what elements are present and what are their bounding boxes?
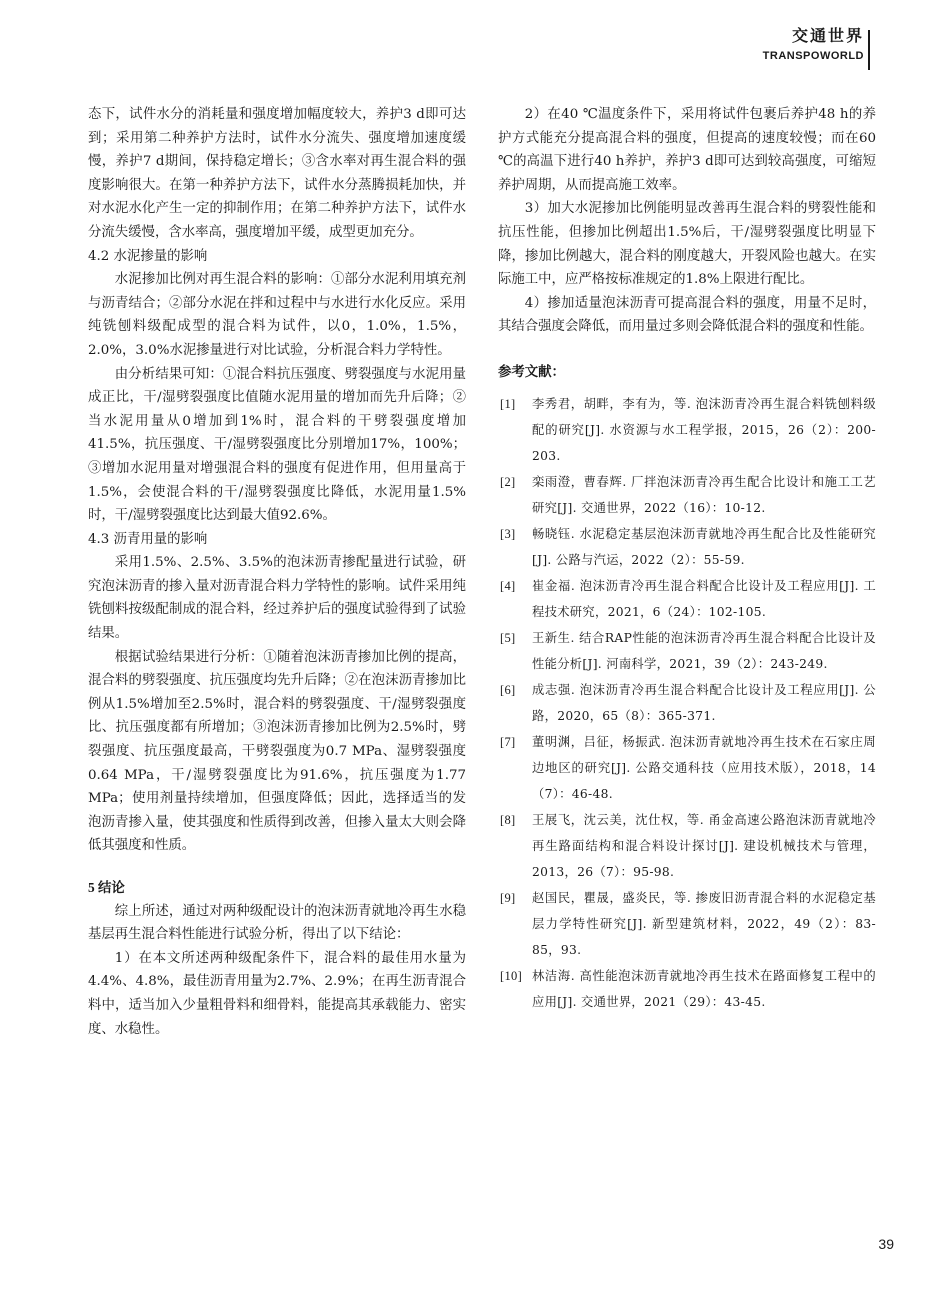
paragraph: 采用1.5%、2.5%、3.5%的泡沫沥青掺配量进行试验，研究泡沫沥青的掺入量对沥青混合料力学特性的影响。试件采用纯铣刨料按级配制成的混合料，经过养护后的强度试验得到了试验结果。 xyxy=(88,555,466,642)
paragraph: 根据试验结果进行分析：①随着泡沫沥青掺加比例的提高，混合料的劈裂强度、抗压强度均先升后降；②在泡沫沥青掺加比例从1.5%增加至2.5%时，混合料的劈裂强度、干/湿劈裂强度比、抗压强度都有所增加；③泡沫沥青掺加比例为2.5%时，劈裂强度、抗压强度最高，干劈裂强度为0.7 MPa、湿劈裂强度0.64 MPa，干/湿劈裂强度比为91.6%，抗压强度为1.77 MPa；使用剂量持续增加，但强度降低；因此，选择适当的发泡沥青掺入量，使其强度和性质得到改善，但掺入量太大则会降低其强度和性质。 xyxy=(88,649,466,854)
paragraph: 态下，试件水分的消耗量和强度增加幅度较大，养护3 d即可达到；采用第二种养护方法时，试件水分流失、强度增加速度缓慢，养护7 d期间，保持稳定增长；③含水率对再生混合料的强度影响很大。在第一种养护方法下，试件水分蒸腾损耗加快，并对水泥水化产生一定的抑制作用；在第二种养护方法下，试件水分流失缓慢，含水率高，强度增加平缓，成型更加充分。 xyxy=(88,107,466,240)
reference-number: [4] xyxy=(500,578,516,593)
reference-text: 王新生. 结合RAP性能的泡沫沥青冷再生混合料配合比设计及性能分析[J]. 河南科学，2021，39（2）：243-249. xyxy=(532,630,876,671)
reference-number: [6] xyxy=(500,682,516,697)
header-divider xyxy=(868,30,870,70)
reference-number: [2] xyxy=(500,474,516,489)
references-heading: 参考文献： xyxy=(498,363,565,380)
reference-item xyxy=(498,469,876,521)
reference-text: 赵国民，瞿晟，盛炎民，等. 掺废旧沥青混合料的水泥稳定基层力学特性研究[J]. 新型建筑材料，2022，49（2）：83-85，93. xyxy=(532,890,876,957)
reference-text: 董明渊，吕征，杨振武. 泡沫沥青就地冷再生技术在石家庄周边地区的研究[J]. 公路交通科技（应用技术版），2018，14（7）：46-48. xyxy=(532,734,876,801)
reference-number: [10] xyxy=(500,968,523,983)
reference-item xyxy=(498,625,876,677)
reference-number: [5] xyxy=(500,630,516,645)
reference-number: [8] xyxy=(500,812,516,827)
reference-item xyxy=(498,573,876,625)
journal-title-en: TRANSPOWORLD xyxy=(762,50,864,62)
section-heading-4-3: 4.3 沥青用量的影响 xyxy=(88,531,208,547)
conclusion-item: 4）掺加适量泡沫沥青可提高混合料的强度，用量不足时，其结合强度会降低，而用量过多则会降低混合料的强度和性能。 xyxy=(498,295,876,335)
section-heading-4-2: 4.2 水泥掺量的影响 xyxy=(88,248,208,264)
reference-text: 王展飞，沈云美，沈仕权，等. 甬金高速公路泡沫沥青就地冷再生路面结构和混合料设计探讨[J]. 建设机械技术与管理，2013，26（7）：95-98. xyxy=(532,812,876,879)
paragraph: 由分析结果可知：①混合料抗压强度、劈裂强度与水泥用量成正比，干/湿劈裂强度比值随水泥用量的增加而先升后降；②当水泥用量从0增加到1%时，混合料的干劈裂强度增加41.5%，抗压强度、干/湿劈裂强度比分别增加17%，100%；③增加水泥用量对增强混合料的强度有促进作用，但用量高于1.5%，会使混合料的干/湿劈裂强度比降低，水泥用量1.5%时，干/湿劈裂强度比达到最大值92.6%。 xyxy=(88,366,466,524)
reference-number: [9] xyxy=(500,890,516,905)
paragraph: 综上所述，通过对两种级配设计的泡沫沥青就地冷再生水稳基层再生混合料性能进行试验分析，得出了以下结论： xyxy=(88,903,466,943)
paragraph: 水泥掺加比例对再生混合料的影响：①部分水泥利用填充剂与沥青结合；②部分水泥在拌和过程中与水进行水化反应。采用纯铣刨料级配成型的混合料为试件，以0，1.0%，1.5%，2.0%，3.0%水泥掺量进行对比试验，分析混合料力学特性。 xyxy=(88,272,466,358)
conclusion-item: 3）加大水泥掺加比例能明显改善再生混合料的劈裂性能和抗压性能，但掺加比例超出1.5%后，干/湿劈裂强度比明显下降，掺加比例越大，混合料的刚度越大，开裂风险也越大。在实际施工中，应严格按标准规定的1.8%上限进行配比。 xyxy=(498,201,876,288)
reference-number: [1] xyxy=(500,396,516,411)
page-number: 39 xyxy=(878,1236,894,1252)
reference-text: 李秀君，胡畔，李有为，等. 泡沫沥青冷再生混合料铣刨料级配的研究[J]. 水资源与水工程学报，2015，26（2）：200-203. xyxy=(532,396,876,463)
section-heading-5: 5 结论 xyxy=(88,880,125,895)
conclusion-item: 2）在40 ℃温度条件下，采用将试件包裹后养护48 h的养护方式能充分提高混合料的强度，但提高的速度较慢；而在60 ℃的高温下进行40 h养护，养护3 d即可达到较高强度，可缩短养护周期，从而提高施工效率。 xyxy=(498,107,876,193)
reference-number: [3] xyxy=(500,526,516,541)
reference-list xyxy=(498,391,876,1015)
left-column xyxy=(88,103,466,1041)
reference-item xyxy=(498,885,876,963)
reference-item xyxy=(498,807,876,885)
reference-text: 栾雨澄，曹春辉. 厂拌泡沫沥青冷再生配合比设计和施工工艺研究[J]. 交通世界，2022（16）：10-12. xyxy=(532,474,876,515)
reference-item xyxy=(498,391,876,469)
reference-text: 林洁海. 高性能泡沫沥青就地冷再生技术在路面修复工程中的应用[J]. 交通世界，2021（29）：43-45. xyxy=(532,968,876,1009)
reference-item xyxy=(498,521,876,573)
reference-text: 畅晓钰. 水泥稳定基层泡沫沥青就地冷再生配合比及性能研究[J]. 公路与汽运，2022（2）：55-59. xyxy=(532,526,876,567)
reference-text: 成志强. 泡沫沥青冷再生混合料配合比设计及工程应用[J]. 公路，2020，65（8）：365-371. xyxy=(532,682,876,723)
reference-item xyxy=(498,729,876,807)
paragraph: 1）在本文所述两种级配条件下，混合料的最佳用水量为4.4%、4.8%，最佳沥青用量为2.7%、2.9%；在再生沥青混合料中，适当加入少量粗骨料和细骨料，能提高其承载能力、密实度、水稳性。 xyxy=(88,950,466,1037)
right-column xyxy=(498,103,876,1015)
reference-text: 崔金福. 泡沫沥青冷再生混合料配合比设计及工程应用[J]. 工程技术研究，2021，6（24）：102-105. xyxy=(532,578,876,619)
reference-item xyxy=(498,677,876,729)
reference-item xyxy=(498,963,876,1015)
journal-header xyxy=(763,26,864,64)
journal-title-cn: 交通世界 xyxy=(791,26,864,45)
reference-number: [7] xyxy=(500,734,516,749)
